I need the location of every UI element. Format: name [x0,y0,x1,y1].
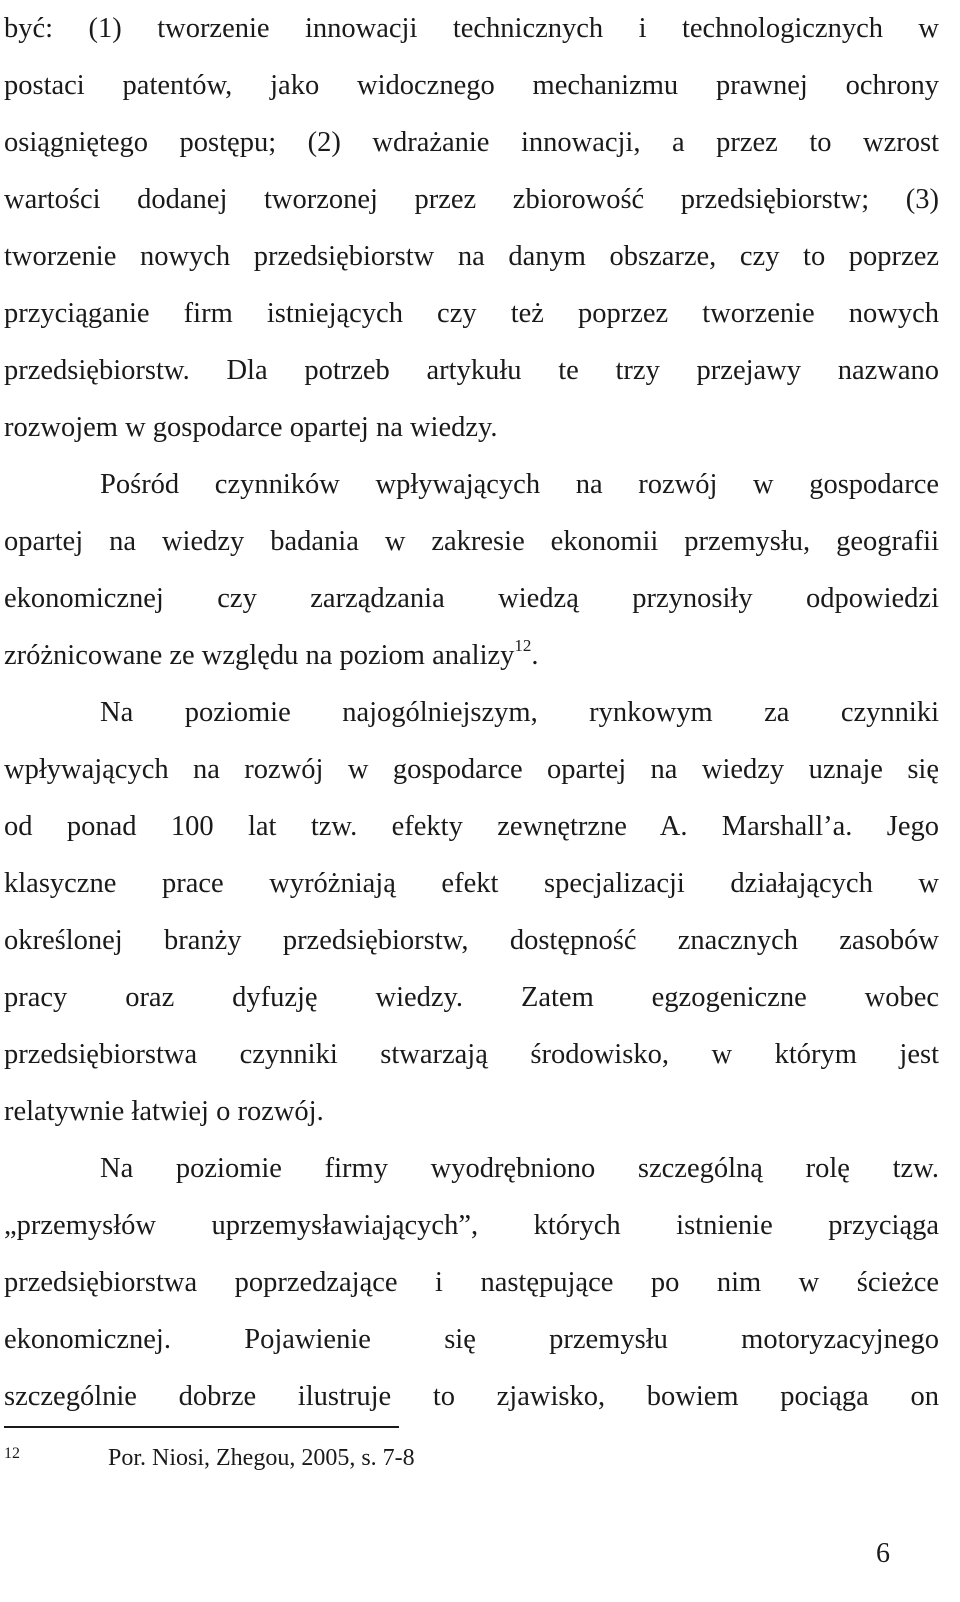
text-line: przedsiębiorstwa czynniki stwarzają środowisko, w którym jest [4,1039,939,1070]
text-line: Na poziomie firmy wyodrębniono szczególną rolę tzw. [100,1153,939,1184]
text-line: Na poziomie najogólniejszym, rynkowym za czynniki [100,697,939,728]
text-line: osiągniętego postępu; (2) wdrażanie innowacji, a przez to wzrost [4,127,939,158]
text-line: ekonomicznej czy zarządzania wiedzą przynosiły odpowiedzi [4,583,939,614]
footnote-reference[interactable]: 12 [514,636,532,655]
footnote-number: 12 [4,1445,20,1462]
text-line: ekonomicznej. Pojawienie się przemysłu motoryzacyjnego [4,1324,939,1355]
text-line: przedsiębiorstw. Dla potrzeb artykułu te trzy przejawy nazwano [4,355,939,386]
text-fragment: . [531,640,539,671]
text-line: przyciąganie firm istniejących czy też poprzez tworzenie nowych [4,298,939,329]
paragraph-2 [4,456,939,684]
text-line: określonej branży przedsiębiorstw, dostępność znacznych zasobów [4,925,939,956]
paragraph-3 [4,684,939,1140]
document-page [4,0,939,1425]
paragraph-1 [4,0,939,456]
text-line [4,627,939,684]
text-fragment: zróżnicowane ze względu na poziom analizy [4,640,515,671]
text-line: opartej na wiedzy badania w zakresie ekonomii przemysłu, geografii [4,526,939,557]
text-line: Pośród czynników wpływających na rozwój w gospodarce [100,469,939,500]
text-line: tworzenie nowych przedsiębiorstw na danym obszarze, czy to poprzez [4,241,939,272]
text-line: relatywnie łatwiej o rozwój. [4,1096,324,1127]
text-line: od ponad 100 lat tzw. efekty zewnętrzne A. Marshall’a. Jego [4,811,939,842]
text-line: wartości dodanej tworzonej przez zbiorowość przedsiębiorstw; (3) [4,184,939,215]
paragraph-4 [4,1140,939,1425]
footnote-separator [4,1426,399,1428]
page-number: 6 [876,1538,890,1569]
text-line: rozwojem w gospodarce opartej na wiedzy. [4,412,498,443]
text-line: szczególnie dobrze ilustruje to zjawisko, bowiem pociąga on [4,1381,939,1412]
text-line: wpływających na rozwój w gospodarce opartej na wiedzy uznaje się [4,754,939,785]
text-line: postaci patentów, jako widocznego mechanizmu prawnej ochrony [4,70,939,101]
text-line: przedsiębiorstwa poprzedzające i następujące po nim w ścieżce [4,1267,939,1298]
text-line: klasyczne prace wyróżniają efekt specjalizacji działających w [4,868,939,899]
text-line: być: (1) tworzenie innowacji technicznych i technologicznych w [4,13,939,44]
text-line: pracy oraz dyfuzję wiedzy. Zatem egzogeniczne wobec [4,982,939,1013]
footnote-text: Por. Niosi, Zhegou, 2005, s. 7-8 [108,1445,415,1471]
text-line: „przemysłów uprzemysławiających”, których istnienie przyciąga [4,1210,939,1241]
